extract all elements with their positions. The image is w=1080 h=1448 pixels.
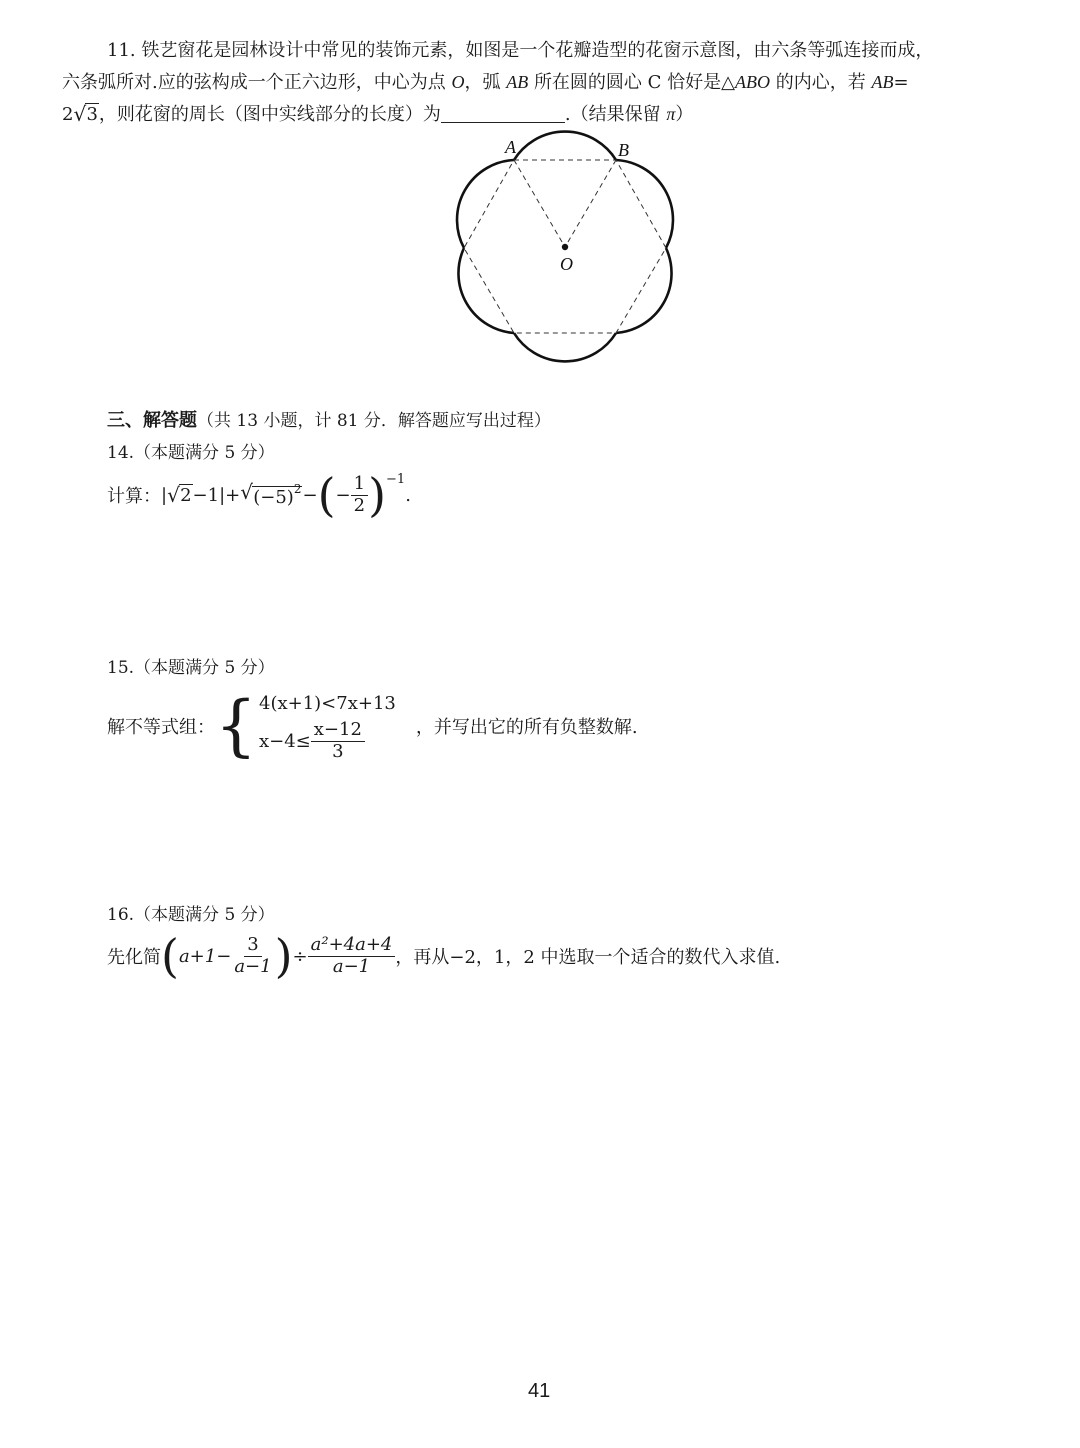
q14-end: . [405,484,411,506]
label-a: A [505,137,516,157]
q14-fraction [351,474,368,516]
q11-var-pi: π [666,104,676,124]
page-number: 41 [528,1380,551,1402]
section-note: （共 13 小题，计 81 分．解答题应写出过程） [197,411,551,431]
q16-fraction-1 [231,935,274,977]
q11-line3-b: .（结果保留 [564,104,661,125]
q11-sqrt: √ 3 [73,102,98,126]
flower-window-figure [440,128,690,388]
q16-paren-right: ) [274,929,293,983]
q14-frac-den: 2 [353,494,366,516]
abs-bar-left: | [161,484,168,506]
label-o: O [560,254,573,274]
label-b: B [618,140,629,160]
q16-header: 16.（本题满分 5 分） [107,905,275,925]
q11-var-ab: AB [506,72,529,92]
q14-sqrt-2-radicand: (−5) [253,487,294,508]
q15-frac-den: 3 [332,740,344,762]
q14-sqrt-2-body [252,482,302,508]
q14-frac-num: 1 [351,474,368,496]
q14-header: 14.（本题满分 5 分） [107,443,275,463]
q11-var-ab-2: AB [871,72,894,92]
q14-inner-minus: − [335,484,351,506]
q11-coef: 2 [62,104,74,125]
q15-system [107,686,638,766]
q11-line2-e: = [893,72,909,93]
q11-line1 [107,36,933,62]
q15-ineq-1: 4(x+1)<7x+13 [259,692,396,714]
q15-suffix: ，并写出它的所有负整数解. [415,717,638,738]
q11-line1-text: 11. 铁艺窗花是园林设计中常见的装饰元素，如图是一个花瓣造型的花窗示意图，由六条等弧连接而成， [107,40,934,61]
q15-ineq-2-fraction [311,720,365,762]
q14-abs-rest: −1 [192,484,220,506]
section-title: 三、解答题 [107,410,197,431]
q15-frac-num: x−12 [311,720,365,742]
q16-prefix: 先化简 [107,947,161,968]
q14-expression [107,470,411,520]
q16-expression [107,930,780,982]
q16-frac1-num: 3 [244,935,261,957]
q14-sqrt-1: √ 2 [167,482,192,507]
q11-line2-b: ，弧 [464,72,501,93]
q14-prefix: 计算： [107,486,161,507]
q11-line3-a: ，则花窗的周长（图中实线部分的长度）为 [98,104,441,125]
q15-ineq-2 [259,720,396,762]
q16-frac1-den: a−1 [234,955,272,977]
q14-exponent: −1 [386,472,406,487]
q15-prefix: 解不等式组： [107,717,215,738]
q15-ineq-2-left: x−4≤ [259,730,311,752]
abs-bar-right: | [219,484,226,506]
q15-inequalities [259,690,396,762]
q14-sqrt-1-radicand: 2 [180,484,192,506]
q11-line3-c: ） [675,104,694,125]
q11-var-abo: ABO [735,72,770,92]
q11-sqrt-radicand: 3 [86,104,98,125]
q14-plus: + [225,484,241,506]
q16-frac2-num: a²+4a+4 [308,935,396,957]
q16-paren-left: ( [161,929,179,983]
q15-brace: { [215,687,257,764]
q14-sqrt-2: √ $(-5)^2$ [240,480,302,508]
q11-line2-d: 的内心，若 [775,72,866,93]
q16-suffix: ，再从−2，1，2 中选取一个适合的数代入求值. [395,947,781,968]
q14-sqrt-2-exp: 2 [293,482,302,496]
q11-answer-blank[interactable] [441,104,565,123]
q14-paren-right: ) [368,468,387,522]
q11-line2-a: 六条弧所对.应的弦构成一个正六边形，中心为点 [62,72,446,93]
q16-frac2-den: a−1 [332,955,371,977]
q16-expr-a: a+1− [178,945,232,967]
section-heading [107,406,551,432]
center-point-o [562,244,568,250]
q14-paren-left: ( [317,468,336,522]
q14-minus: − [302,484,318,506]
q11-line2-c: 所在圆的圆心 C 恰好是△ [533,72,735,93]
q16-divide: ÷ [292,945,308,967]
q11-line2 [62,68,909,94]
q11-line3 [62,100,693,126]
q11-var-o: O [451,72,465,92]
q15-header: 15.（本题满分 5 分） [107,658,275,678]
q16-fraction-2 [308,935,396,977]
